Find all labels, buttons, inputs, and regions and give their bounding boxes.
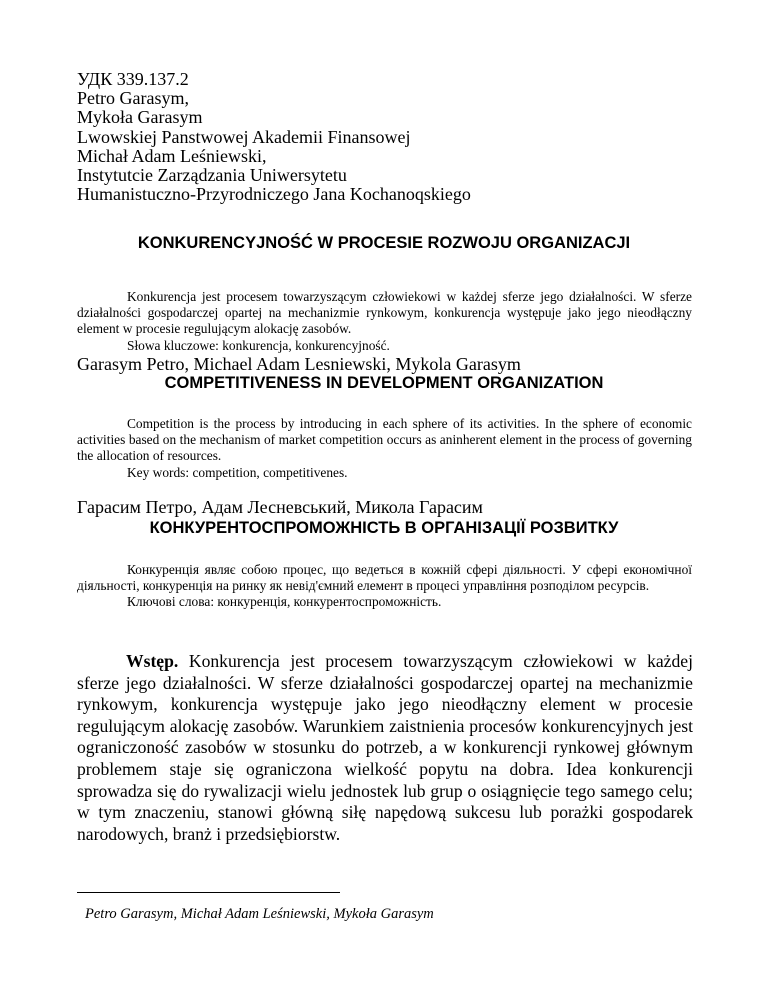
polish-keywords: Słowa kluczowe: konkurencja, konkurencyjność. bbox=[127, 337, 390, 353]
polish-title: KONKURENCYJNOŚĆ W PROCESIE ROZWOJU ORGANIZACJI bbox=[137, 234, 631, 252]
affiliation: Humanistuczno-Przyrodniczego Jana Kochanoqskiego bbox=[77, 184, 471, 205]
ukrainian-keywords: Ключові слова: конкуренція, конкурентоспроможність. bbox=[127, 594, 442, 610]
udk-code: УДК 339.137.2 bbox=[77, 69, 189, 89]
introduction-section bbox=[77, 651, 693, 845]
affiliation: Lwowskiej Panstwowej Akademii Finansowej bbox=[77, 126, 411, 147]
ukrainian-abstract-block bbox=[77, 562, 692, 611]
author-name: Mykoła Garasym bbox=[77, 107, 203, 128]
footnote-separator bbox=[77, 892, 340, 893]
ukrainian-authors: Гарасим Петро, Адам Лесневський, Микола Гарасим bbox=[77, 497, 483, 517]
english-authors: Garasym Petro, Michael Adam Lesniewski, Mykola Garasym bbox=[77, 354, 521, 374]
affiliation: Instytutcie Zarządzania Uniwersytetu bbox=[77, 165, 347, 186]
english-title: COMPETITIVENESS IN DEVELOPMENT ORGANIZATION bbox=[164, 374, 604, 392]
english-abstract: Competition is the process by introducing in each sphere of its activities. In the sphere of economic activities based on the mechanism of market competition occurs as aninherent element in the process of governing the allocation of resources. bbox=[77, 416, 692, 464]
article-header bbox=[77, 70, 697, 204]
english-keywords: Key words: competition, competitivenes. bbox=[127, 464, 348, 480]
ukrainian-abstract: Конкуренція являє собою процес, що ведеться в кожній сфері діяльності. У сфері економічної діяльності, конкуренція на ринку як невід'ємний елемент в процесі управління розподілом ресурсів. bbox=[77, 562, 692, 594]
introduction-paragraph bbox=[77, 651, 693, 845]
polish-abstract-block bbox=[77, 289, 692, 354]
introduction-text: Konkurencja jest procesem towarzyszącym człowiekowi w każdej sferze jego działalności. W sferze działalności gospodarczej opartej na mechanizmie rynkowym, konkurencja występuje jako jego nieodłączny element w procesie regulującym alokację zasobów. Warunkiem zaistnienia procesów konkurencyjnych jest ograniczoność zasobów w stosunku do potrzeb, a w konkurencji rynkowej głównym problemem staje się ograniczona wielkość popytu na dobra. Idea konkurencji sprowadza się do rywalizacji wielu jednostek lub grup o osiągnięcie tego samego celu; w tym znaczeniu, stanowi główną siłę napędową sukcesu lub porażki gospodarek narodowych, branż i przedsiębiorstw. bbox=[77, 651, 693, 844]
footnote-authors: Petro Garasym, Michał Adam Leśniewski, Mykoła Garasym bbox=[85, 906, 434, 922]
ukrainian-title: КОНКУРЕНТОСПРОМОЖНІСТЬ В ОРГАНІЗАЦІЇ РОЗВИТКУ bbox=[149, 519, 619, 537]
polish-abstract: Konkurencja jest procesem towarzyszącym człowiekowi w każdej sferze jego działalności. W sferze działalności gospodarczej opartej na mechanizmie rynkowym, konkurencja występuje jako jego nieodłączny element w procesie regulującym alokację zasobów. bbox=[77, 289, 692, 337]
author-name: Michał Adam Leśniewski, bbox=[77, 145, 267, 166]
author-name: Petro Garasym, bbox=[77, 88, 189, 109]
introduction-heading: Wstęp. bbox=[126, 651, 179, 671]
english-abstract-block bbox=[77, 416, 692, 481]
